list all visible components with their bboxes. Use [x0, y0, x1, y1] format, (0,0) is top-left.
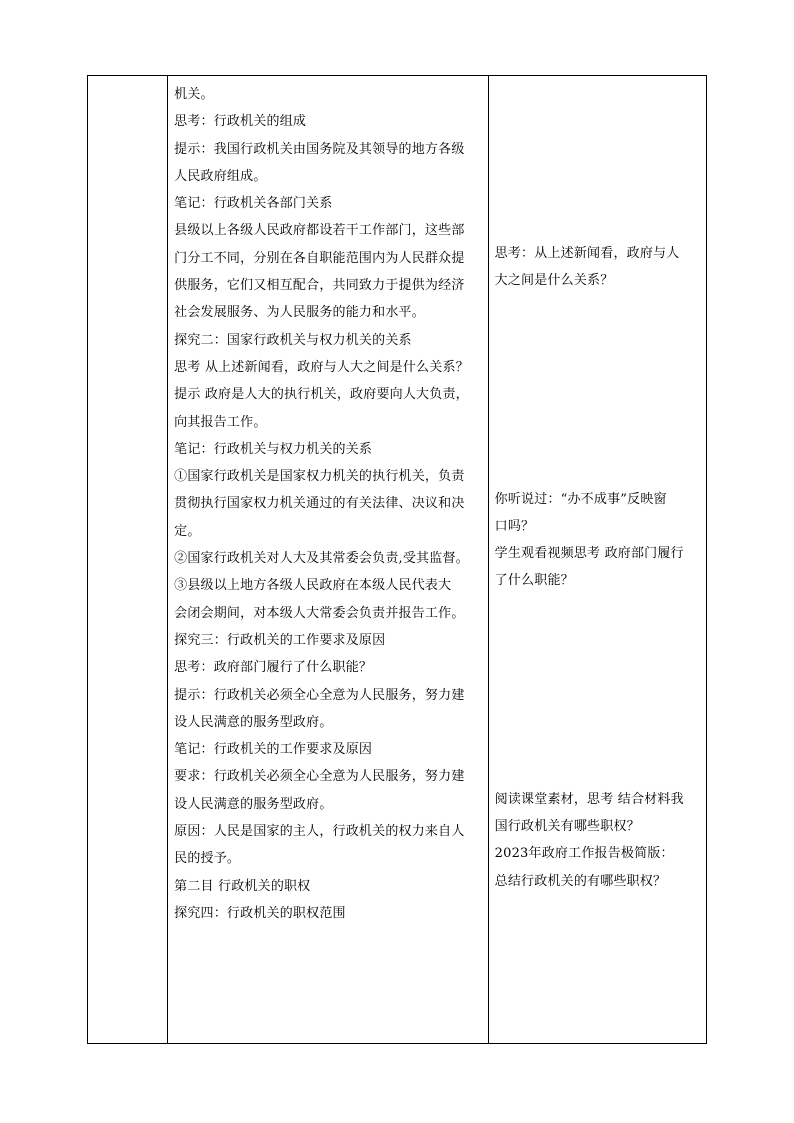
content-line: 提示 政府是人大的执行机关，政府要向人大负责，	[174, 387, 469, 403]
content-line: 向其报告工作。	[174, 414, 267, 430]
content-line: 定。	[174, 523, 201, 539]
lesson-plan-table	[87, 75, 707, 1044]
content-line: 探究四：行政机关的职权范围	[174, 905, 346, 921]
content-line: 社会发展服务、为人民服务的能力和水平。	[174, 305, 425, 321]
activity-line: 你听说过：“办不成事”反映窗	[494, 491, 667, 507]
content-line: ①国家行政机关是国家权力机关的执行机关，负责	[174, 469, 465, 485]
content-line: 贯彻执行国家权力机关通过的有关法律、决议和决	[174, 496, 465, 512]
content-line: 笔记：行政机关的工作要求及原因	[174, 742, 373, 758]
activity-line: 口吗？	[494, 518, 535, 534]
activity-line: 思考：从上述新闻看，政府与人	[494, 246, 680, 261]
activity-line: 2023年政府工作报告极简版：	[494, 846, 674, 862]
activity-block-2	[495, 486, 700, 595]
table-row	[88, 76, 707, 1044]
content-line: 机关。	[174, 87, 214, 102]
content-line: 笔记：行政机关各部门关系	[174, 196, 333, 212]
left-empty-cell	[88, 76, 168, 1044]
content-line: 思考：行政机关的组成	[174, 114, 307, 130]
content-line: 设人民满意的服务型政府。	[174, 714, 333, 730]
content-line: 探究二：国家行政机关与权力机关的关系	[174, 332, 412, 348]
content-line: 思考：政府部门履行了什么职能？	[174, 660, 373, 676]
content-line: 门分工不同，分别在各自职能范围内为人民群众提	[174, 250, 465, 266]
content-line: 供服务，它们又相互配合，共同致力于提供为经济	[174, 278, 465, 294]
activity-block-3	[495, 786, 700, 895]
content-line: 探究三：行政机关的工作要求及原因	[174, 632, 386, 648]
activity-line: 了什么职能？	[494, 573, 574, 589]
content-line: 提示：行政机关必须全心全意为人民服务，努力建	[174, 687, 465, 703]
content-line: 思考 从上述新闻看，政府与人大之间是什么关系？	[174, 359, 469, 375]
teaching-content-cell	[168, 76, 489, 1044]
content-line: 会闭会期间，对本级人大常委会负责并报告工作。	[174, 605, 465, 621]
content-line: 人民政府组成。	[174, 168, 267, 184]
content-line: 笔记：行政机关与权力机关的关系	[174, 441, 373, 457]
content-line: 设人民满意的服务型政府。	[174, 796, 333, 812]
activity-line: 阅读课堂素材，思考 结合材料我	[494, 791, 684, 807]
content-line: 民的授予。	[174, 851, 241, 867]
content-line: 要求：行政机关必须全心全意为人民服务，努力建	[174, 769, 465, 785]
activity-line: 总结行政机关的有哪些职权？	[494, 873, 667, 889]
activity-line: 国行政机关有哪些职权？	[494, 819, 640, 835]
student-activity-lines	[489, 76, 706, 895]
content-line: ③县级以上地方各级人民政府在本级人民代表大	[174, 578, 452, 594]
student-activity-cell	[488, 76, 706, 1044]
activity-block-1	[495, 240, 700, 295]
content-line: 县级以上各级人民政府都设若干工作部门，这些部	[174, 223, 465, 239]
content-line: ②国家行政机关对人大及其常委会负责,受其监督。	[174, 551, 469, 567]
teaching-content-lines	[168, 76, 488, 927]
content-line: 第二目 行政机关的职权	[174, 878, 311, 894]
content-line: 原因：人民是国家的主人，行政机关的权力来自人	[174, 824, 465, 840]
activity-line: 学生观看视频思考 政府部门履行	[494, 546, 684, 562]
activity-line: 大之间是什么关系？	[494, 273, 614, 289]
content-line: 提示：我国行政机关由国务院及其领导的地方各级	[174, 141, 465, 157]
